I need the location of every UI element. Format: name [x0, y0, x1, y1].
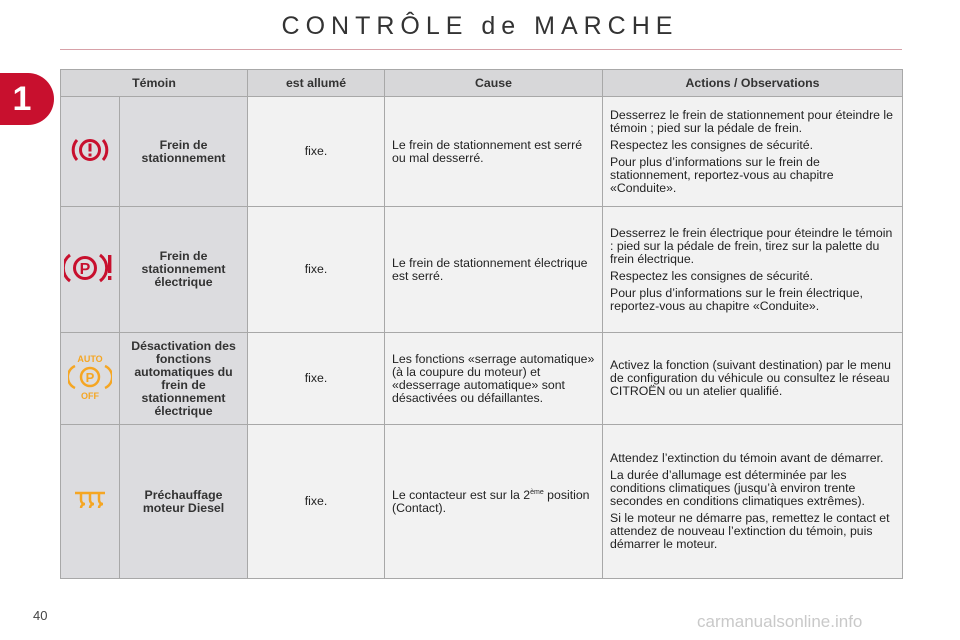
action-text: Si le moteur ne démarre pas, remettez le contact et attendez de nouveau l’extinction du témoin, puis démarrer le moteur. [610, 511, 890, 551]
light-name: Préchauffage moteur Diesel [120, 425, 248, 579]
action-text: Respectez les consignes de sécurité. [610, 137, 814, 152]
action-text: Respectez les consignes de sécurité. [610, 268, 814, 283]
action-text: Pour plus d’informations sur le frein de stationnement, reportez-vous au chapitre «Conduite». [610, 154, 834, 195]
light-actions [603, 425, 903, 579]
action-text: Desserrez le frein électrique pour éteindre le témoin : pied sur la pédale de frein, tirez sur la palette du frein électrique. [610, 225, 893, 266]
light-name: Frein de stationnement [120, 97, 248, 207]
icon-cell [61, 425, 120, 579]
parking-brake-warning-icon [70, 135, 110, 165]
svg-text:AUTO: AUTO [77, 354, 103, 364]
table-row [61, 97, 903, 207]
action-text: Attendez l’extinction du témoin avant de démarrer. [610, 451, 884, 465]
light-state: fixe. [248, 97, 385, 207]
title-rule [60, 49, 902, 50]
light-actions [603, 207, 903, 333]
light-state: fixe. [248, 207, 385, 333]
cause-superscript: ème [530, 488, 544, 496]
svg-text:OFF: OFF [81, 391, 99, 401]
light-actions [603, 333, 903, 425]
page-number: 40 [33, 608, 48, 623]
auto-parking-brake-off-icon [68, 353, 112, 401]
light-cause [385, 425, 603, 579]
footer-watermark: carmanualsonline.info [697, 612, 863, 631]
action-text: Pour plus d’informations sur le frein électrique, reportez-vous au chapitre «Conduite». [610, 285, 863, 313]
light-name: Frein de stationnement électrique [120, 207, 248, 333]
action-text: La durée d’allumage est déterminée par les conditions climatiques (jusqu’à environ trente secondes en conditions climatiques extrêmes). [610, 468, 865, 508]
light-cause: Le frein de stationnement est serré ou mal desserré. [385, 97, 603, 207]
header-est-allume: est allumé [248, 70, 385, 97]
table-row [61, 333, 903, 425]
chapter-tab [0, 73, 54, 125]
warning-lights-table [60, 69, 903, 579]
light-actions [603, 97, 903, 207]
icon-cell [61, 97, 120, 207]
light-state: fixe. [248, 333, 385, 425]
diesel-preheating-icon [72, 488, 108, 512]
header-cause: Cause [385, 70, 603, 97]
warning-lights-table-container [60, 69, 902, 579]
icon-cell [61, 333, 120, 425]
action-text: Desserrez le frein de stationnement pour éteindre le témoin ; pied sur la pédale de frein. [610, 107, 894, 135]
page-title: CONTRÔLE de MARCHE [281, 12, 679, 40]
table-row [61, 425, 903, 579]
svg-text:P: P [79, 261, 91, 278]
header-temoin: Témoin [61, 70, 248, 97]
table-row [61, 207, 903, 333]
light-state: fixe. [248, 425, 385, 579]
header-actions: Actions / Observations [603, 70, 903, 97]
table-header-row [61, 70, 903, 97]
svg-text:P: P [85, 370, 95, 385]
cause-prefix: Le contacteur est sur la 2 [392, 487, 531, 502]
light-name: Désactivation des fonctions automatiques du frein de stationnement électrique [120, 333, 248, 425]
action-text: Activez la fonction (suivant destination) par le menu de configuration du véhicule ou consultez le réseau CITROËN ou un atelier qualifié. [610, 358, 891, 398]
chapter-number: 1 [12, 80, 32, 118]
electric-parking-brake-icon [64, 251, 116, 285]
icon-cell [61, 207, 120, 333]
cause-suffix: position (Contact). [392, 487, 590, 515]
light-cause: Le frein de stationnement électrique est serré. [385, 207, 603, 333]
light-cause: Les fonctions «serrage automatique» (à la coupure du moteur) et «desserrage automatique» sont désactivées ou défaillantes. [385, 333, 603, 425]
